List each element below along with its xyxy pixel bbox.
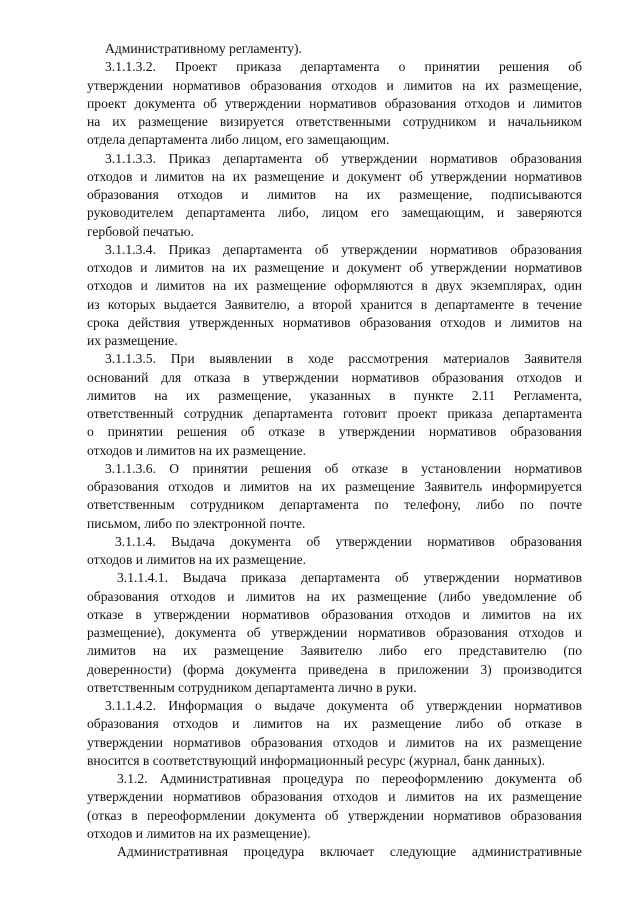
text-line: 3.1.1.3.2. Проект приказа департамента о принятии решения об — [105, 59, 582, 75]
text-line: срока действия утвержденных нормативов образования отходов и лимитов на — [87, 314, 582, 330]
text-line: ответственный сотрудник департамента готовит проект приказа департамента — [87, 406, 582, 421]
text-line: доверенности) (форма документа приведена в приложении 3) производится — [87, 661, 582, 677]
text-line: утверждении нормативов образования отходов и лимитов на их размещение — [87, 734, 582, 750]
text-line: руководителем департамента либо, лицом его замещающим, и заверяются — [87, 205, 582, 221]
text-line: гербовой печатью. — [87, 223, 194, 239]
text-line: на их размещение визируется ответственными сотрудником и начальником — [87, 114, 582, 129]
text-line: отходов и лимитов на их размещение. — [87, 552, 307, 567]
text-line: Административному регламенту). — [105, 41, 302, 56]
text-line: образования отходов и лимитов на их размещение, подписываются — [87, 187, 582, 202]
text-line: отходов и лимитов на их размещение оформляются в двух экземплярах, один — [87, 278, 582, 294]
text-line: о принятии решения об отказе в утверждении нормативов образования — [87, 424, 582, 440]
text-line: вносится в соответствующий информационный ресурс (журнал, банк данных). — [87, 752, 546, 768]
text-line: их размещение. — [87, 333, 178, 348]
text-line: (отказ в переоформлении документа об утверждении нормативов образования — [87, 807, 582, 823]
text-line: лимитов на их размещение Заявителю либо его представителю (по — [87, 643, 582, 659]
text-line: ответственным сотрудником департамента по телефону, либо по почте — [87, 497, 582, 513]
text-line: оснований для отказа в утверждении нормативов образования отходов и — [87, 369, 582, 385]
text-line: размещение), документа об утверждении нормативов образования отходов и — [87, 625, 582, 640]
text-line: отходов и лимитов на их размещение и документ об утверждении нормативов — [87, 168, 582, 184]
text-line: утверждении нормативов образования отходов и лимитов на их размещение — [87, 789, 582, 805]
text-line: 3.1.1.3.5. При выявлении в ходе рассмотрения материалов Заявителя — [105, 351, 582, 367]
text-line: 3.1.1.3.4. Приказ департамента об утверждении нормативов образования — [105, 241, 582, 257]
text-line: образования отходов и лимитов на их размещение Заявитель информируется — [87, 479, 582, 494]
text-line: образования отходов и лимитов на их размещение (либо уведомление об — [87, 588, 582, 604]
text-line: 3.1.2. Административная процедура по переоформлению документа об — [117, 771, 582, 786]
text-line: 3.1.1.3.3. Приказ департамента об утверждении нормативов образования — [105, 150, 582, 166]
text-line: 3.1.1.4.2. Информация о выдаче документа об утверждении нормативов — [105, 698, 582, 713]
text-line: Административная процедура включает следующие административные — [117, 844, 582, 859]
text-line: образования отходов и лимитов на их размещение либо об отказе в — [87, 716, 582, 732]
text-line: отходов и лимитов на их размещение и документ об утверждении нормативов — [87, 260, 582, 275]
text-line: отходов и лимитов на их размещение). — [87, 825, 311, 841]
text-line: 3.1.1.4. Выдача документа об утверждении нормативов образования — [115, 533, 582, 549]
text-line: письмом, либо по электронной почте. — [87, 515, 306, 531]
text-line: 3.1.1.3.6. О принятии решения об отказе в установлении нормативов — [105, 460, 582, 476]
text-line: 3.1.1.4.1. Выдача приказа департамента об утверждении нормативов — [117, 570, 582, 586]
text-line: лимитов на их размещение, указанных в пункте 2.11 Регламента, — [87, 387, 582, 403]
text-line: ответственным сотрудником департамента лично в руки. — [87, 679, 417, 695]
text-line: из которых выдается Заявителю, а второй хранится в департаменте в течение — [87, 296, 582, 312]
text-line: утверждении нормативов образования отходов и лимитов на их размещение, — [87, 77, 582, 93]
text-line: отходов и лимитов на их размещение. — [87, 442, 307, 458]
text-line: отказе в утверждении нормативов образования отходов и лимитов на их — [87, 606, 582, 622]
text-line: проект документа об утверждении нормативов образования отходов и лимитов — [87, 95, 582, 111]
text-line: отдела департамента либо лицом, его замещающим. — [87, 132, 390, 148]
